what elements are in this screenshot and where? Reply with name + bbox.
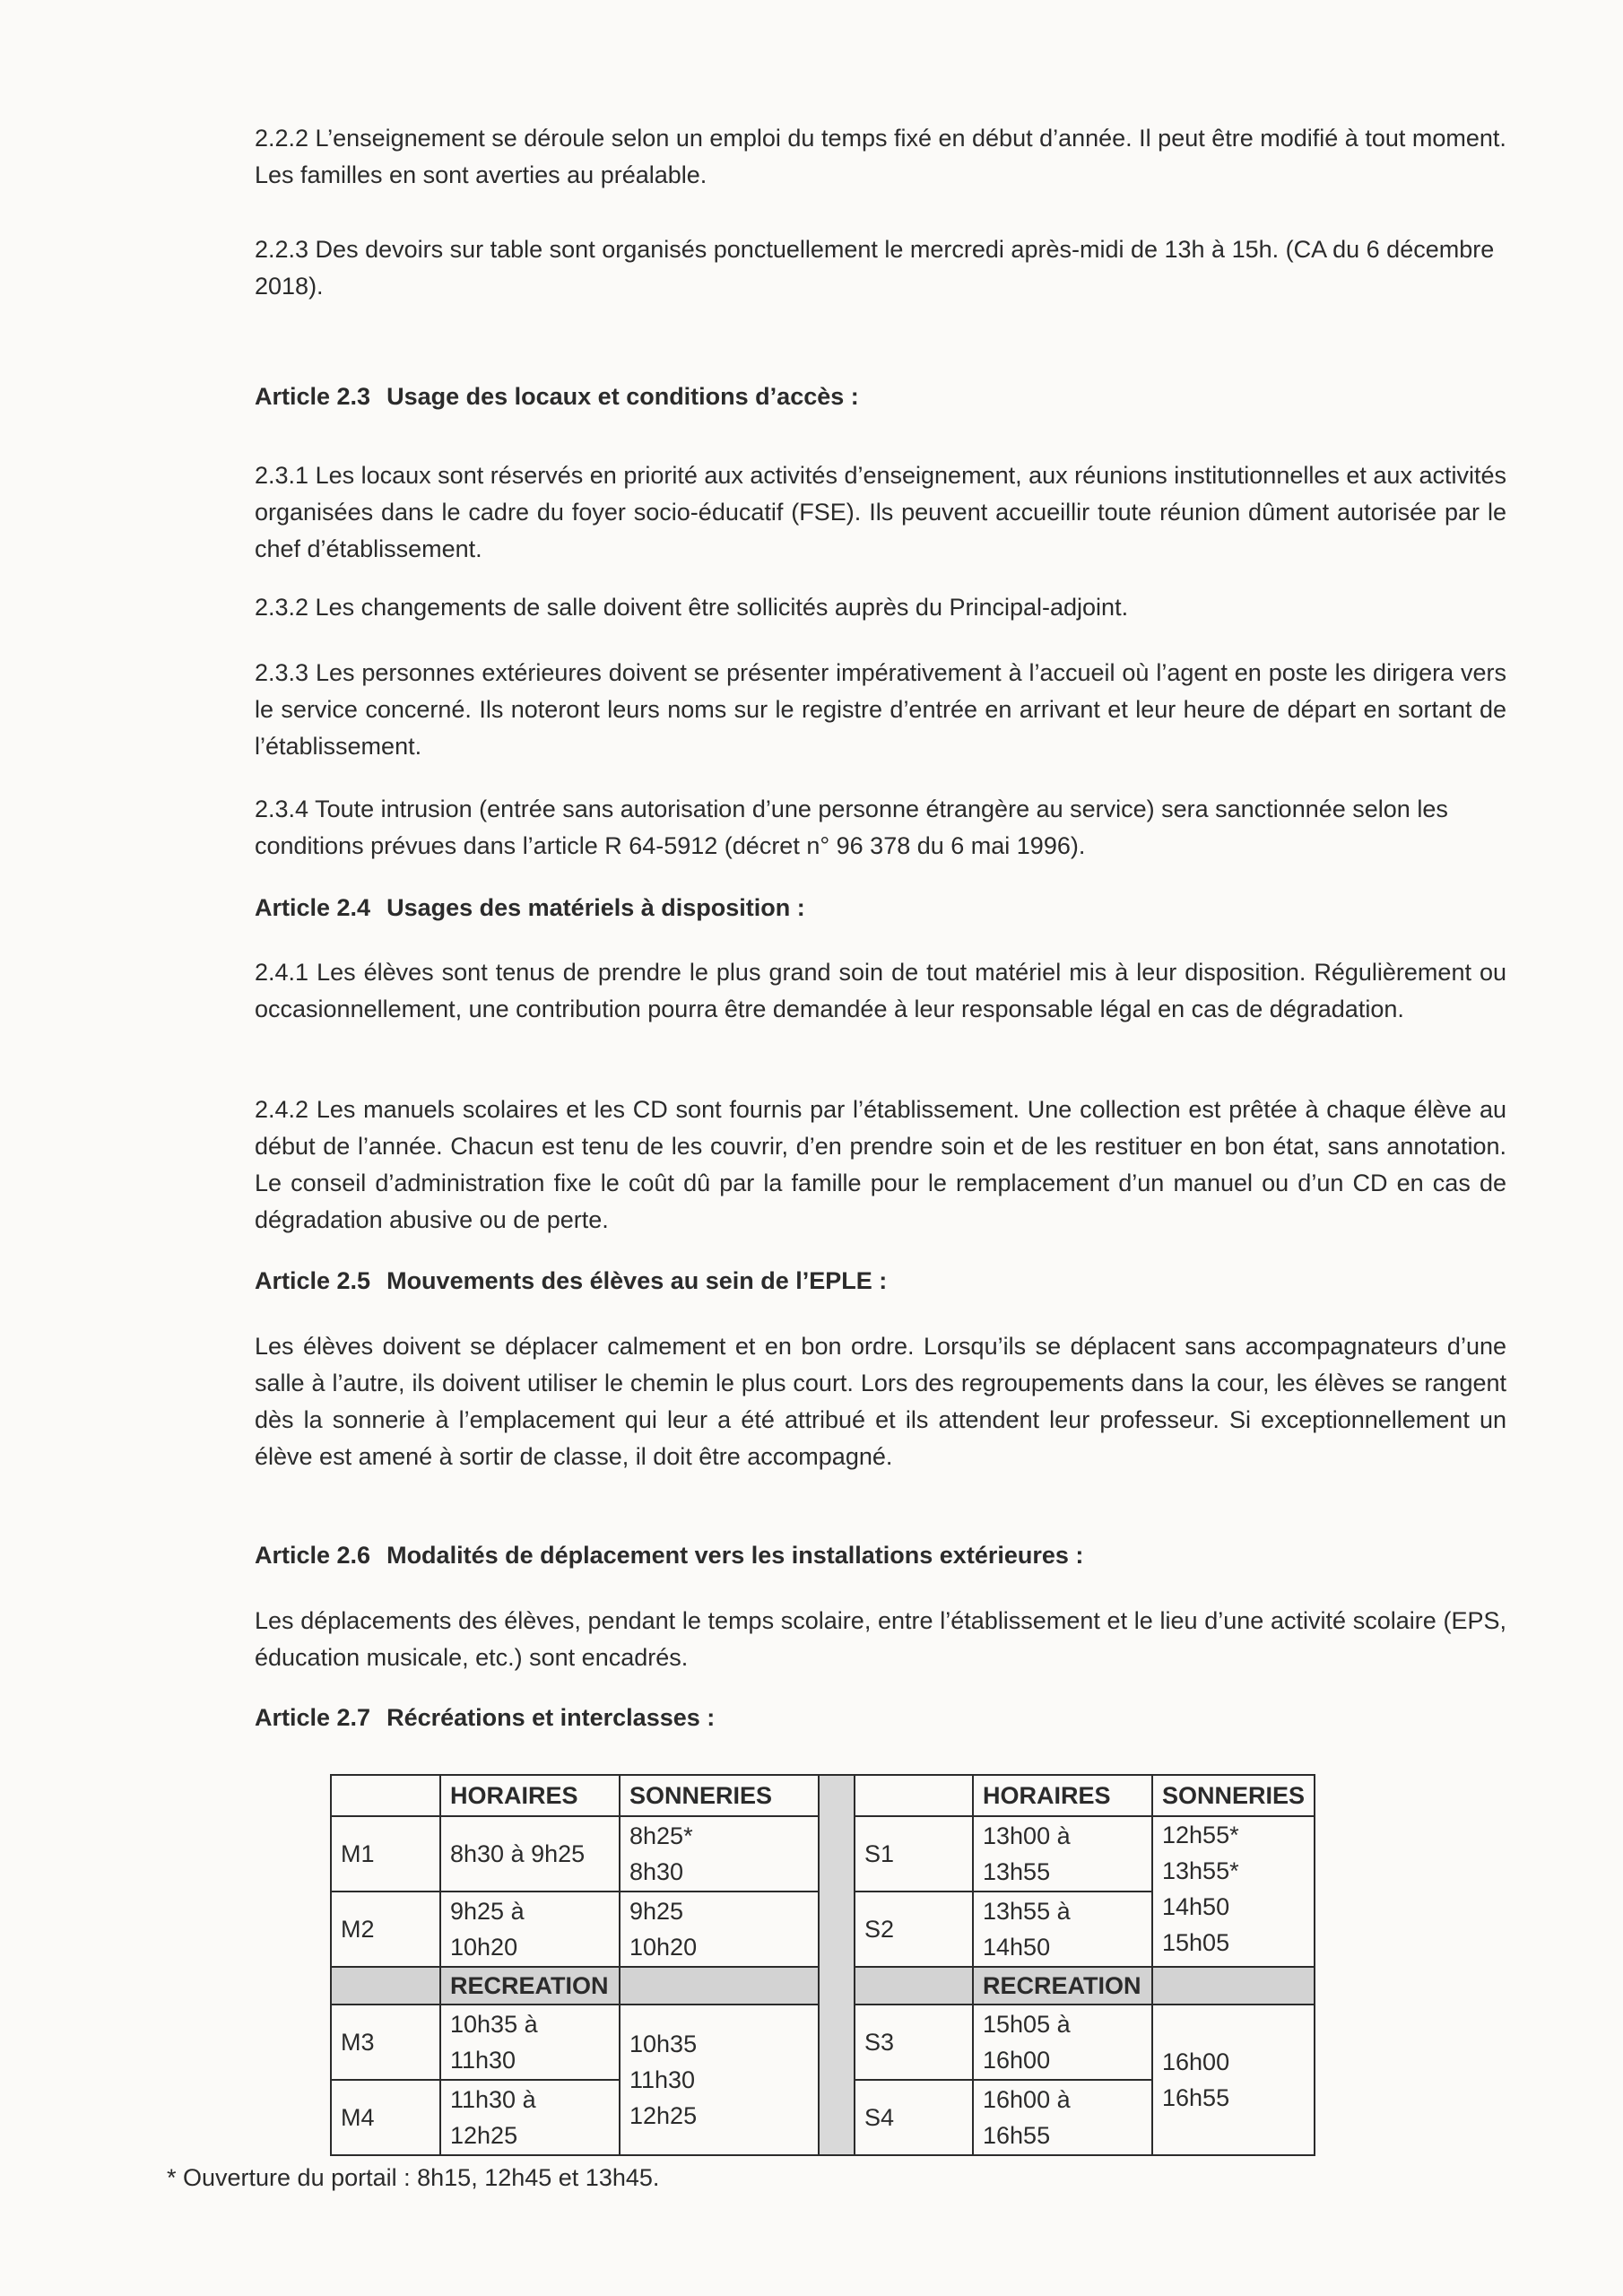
paragraph-2-3-1: 2.3.1 Les locaux sont réservés en priorité aux activités d’enseignement, aux réunions institutionnelles et aux activités organisées dans le cadre du foyer socio-éducatif (FSE). Ils peuvent accueillir toute réunion dûment autorisée par le chef d’établissement. xyxy=(255,462,1506,562)
period-label: S3 xyxy=(855,2005,973,2080)
recreation-label: RECREATION xyxy=(440,1967,620,2005)
horaire-end: 11h30 xyxy=(450,2047,516,2074)
article-title: Mouvements des élèves au sein de l’EPLE : xyxy=(386,1267,888,1294)
paragraph-2-5: Les élèves doivent se déplacer calmement et en bon ordre. Lorsqu’ils se déplacent sans accompagnateurs d’une salle à l’autre, ils doivent utiliser le chemin le plus court. Lors des regroupements dans la cour, les élèves se rangent dès la sonnerie à l’emplacement qui leur a été attribué et ils attendent leur professeur. Si exceptionnellement un élève est amené à sortir de classe, il doit être accompagné. xyxy=(255,1333,1506,1470)
paragraph-2-3-2: 2.3.2 Les changements de salle doivent être sollicités auprès du Principal-adjoint. xyxy=(255,594,1129,621)
heading-article-2-6 xyxy=(255,1537,1506,1574)
horaire-cell xyxy=(440,1892,620,1967)
horaire-cell xyxy=(973,1892,1152,1967)
article-number: Article 2.4 xyxy=(255,894,371,921)
horaire-start: 10h35 à xyxy=(450,2011,538,2038)
horaire-start: 15h05 à xyxy=(983,2011,1071,2038)
sonnerie-time: 16h00 xyxy=(1162,2048,1230,2075)
table-header-row xyxy=(331,1775,1315,1816)
empty-cell xyxy=(855,1775,973,1816)
article-number: Article 2.3 xyxy=(255,383,371,410)
paragraph-2-2-2: 2.2.2 L’enseignement se déroule selon un emploi du temps fixé en début d’année. Il peut être modifié à tout moment. Les familles en sont averties au préalable. xyxy=(255,125,1506,188)
sonnerie-time: 10h35 xyxy=(629,2031,698,2057)
article-title: Modalités de déplacement vers les installations extérieures : xyxy=(386,1542,1084,1569)
schedule-table xyxy=(330,1774,1315,2156)
heading-article-2-3 xyxy=(255,378,1506,415)
article-title: Usages des matériels à disposition : xyxy=(386,894,805,921)
sonnerie-time: 12h25 xyxy=(629,2102,698,2129)
article-title: Usage des locaux et conditions d’accès : xyxy=(386,383,859,410)
sonnerie-time: 12h55* xyxy=(1162,1822,1239,1848)
recreation-label: RECREATION xyxy=(973,1967,1152,2005)
sonnerie-time: 8h25* xyxy=(629,1822,693,1849)
horaire-cell: 8h30 à 9h25 xyxy=(440,1816,620,1892)
horaire-start: 16h00 à xyxy=(983,2086,1071,2113)
horaire-end: 14h50 xyxy=(983,1934,1051,1961)
sonnerie-time: 8h30 xyxy=(629,1858,684,1885)
sonnerie-time: 13h55* xyxy=(1162,1857,1239,1884)
period-label: M4 xyxy=(331,2080,440,2155)
sonnerie-time: 9h25 xyxy=(629,1898,684,1925)
horaire-cell xyxy=(973,2005,1152,2080)
horaire-start: 11h30 à xyxy=(450,2086,536,2113)
horaire-end: 16h55 xyxy=(983,2122,1051,2149)
table-footnote: * Ouverture du portail : 8h15, 12h45 et 13h45. xyxy=(167,2164,660,2191)
horaire-start: 13h00 à xyxy=(983,1822,1071,1849)
sonnerie-time: 11h30 xyxy=(629,2066,696,2093)
period-label: M2 xyxy=(331,1892,440,1967)
horaire-start: 13h55 à xyxy=(983,1898,1071,1925)
sonnerie-time: 15h05 xyxy=(1162,1929,1230,1956)
period-label: S1 xyxy=(855,1816,973,1892)
paragraph-2-4-2: 2.4.2 Les manuels scolaires et les CD sont fournis par l’établissement. Une collection est prêtée à chaque élève au début de l’année. Chacun est tenu de les couvrir, d’en prendre soin et de les restituer en bon état, sans annotation. Le conseil d’administration fixe le coût dû par la famille pour le remplacement d’un manuel ou d’un CD en cas de dégradation abusive ou de perte. xyxy=(255,1096,1506,1233)
horaire-cell xyxy=(973,1816,1152,1892)
paragraph-2-3-4: 2.3.4 Toute intrusion (entrée sans autorisation d’une personne étrangère au service) sera sanctionnée selon les conditions prévues dans l’article R 64-5912 (décret n° 96 378 du 6 mai 1996). xyxy=(255,796,1448,859)
column-header-sonneries: SONNERIES xyxy=(620,1775,819,1816)
sonnerie-cell xyxy=(620,2005,819,2155)
horaire-cell xyxy=(440,2005,620,2080)
horaire-end: 16h00 xyxy=(983,2047,1051,2074)
column-header-sonneries: SONNERIES xyxy=(1152,1775,1315,1816)
sonnerie-time: 10h20 xyxy=(629,1934,698,1961)
horaire-end: 13h55 xyxy=(983,1858,1051,1885)
period-label: S4 xyxy=(855,2080,973,2155)
column-header-horaires: HORAIRES xyxy=(973,1775,1152,1816)
sonnerie-cell xyxy=(1152,2005,1315,2155)
period-label: S2 xyxy=(855,1892,973,1967)
empty-cell xyxy=(855,1967,973,2005)
article-title: Récréations et interclasses : xyxy=(386,1704,716,1731)
sonnerie-time: 16h55 xyxy=(1162,2084,1230,2111)
paragraph-2-3-3: 2.3.3 Les personnes extérieures doivent se présenter impérativement à l’accueil où l’agent en poste les dirigera vers le service concerné. Ils noteront leurs noms sur le registre d’entrée en arrivant et leur heure de départ en sortant de l’établissement. xyxy=(255,659,1506,760)
heading-article-2-7 xyxy=(255,1700,1506,1736)
column-header-horaires: HORAIRES xyxy=(440,1775,620,1816)
horaire-cell xyxy=(973,2080,1152,2155)
sonnerie-time: 14h50 xyxy=(1162,1893,1230,1920)
horaire-end: 12h25 xyxy=(450,2122,518,2149)
horaire-start: 9h25 à xyxy=(450,1898,525,1925)
empty-cell xyxy=(331,1967,440,2005)
period-label: M3 xyxy=(331,2005,440,2080)
empty-cell xyxy=(1152,1967,1315,2005)
article-number: Article 2.6 xyxy=(255,1542,371,1569)
paragraph-2-4-1: 2.4.1 Les élèves sont tenus de prendre le plus grand soin de tout matériel mis à leur disposition. Régulièrement ou occasionnellement, une contribution pourra être demandée à leur responsable légal en cas de dégradation. xyxy=(255,959,1506,1022)
column-separator xyxy=(819,1775,855,2155)
period-label: M1 xyxy=(331,1816,440,1892)
heading-article-2-4 xyxy=(255,890,1506,926)
empty-cell xyxy=(620,1967,819,2005)
sonnerie-cell xyxy=(620,1816,819,1892)
sonnerie-cell xyxy=(620,1892,819,1967)
sonnerie-cell xyxy=(1152,1816,1315,1967)
horaire-cell xyxy=(440,2080,620,2155)
paragraph-2-6: Les déplacements des élèves, pendant le temps scolaire, entre l’établissement et le lieu d’une activité scolaire (EPS, éducation musicale, etc.) sont encadrés. xyxy=(255,1607,1506,1671)
heading-article-2-5 xyxy=(255,1263,1506,1300)
empty-cell xyxy=(331,1775,440,1816)
paragraph-2-2-3: 2.2.3 Des devoirs sur table sont organisés ponctuellement le mercredi après-midi de 13h à 15h. (CA du 6 décembre 2018). xyxy=(255,236,1495,300)
article-number: Article 2.5 xyxy=(255,1267,371,1294)
horaire-end: 10h20 xyxy=(450,1934,518,1961)
article-number: Article 2.7 xyxy=(255,1704,371,1731)
